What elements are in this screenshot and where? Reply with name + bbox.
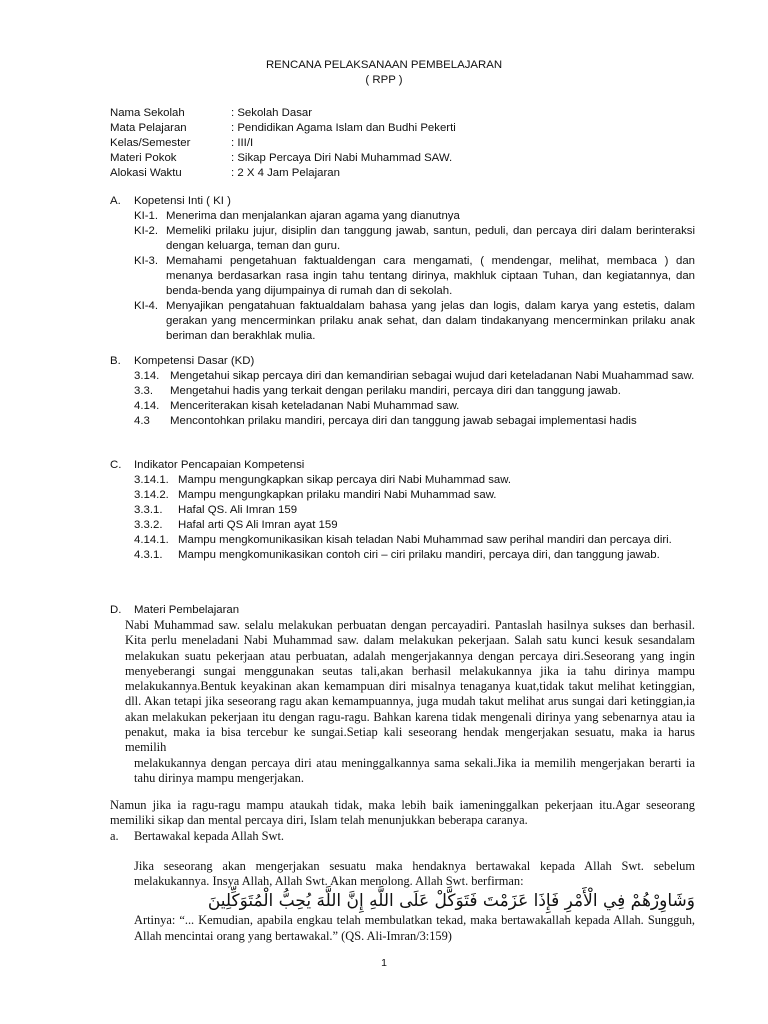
kd-item	[134, 399, 695, 414]
item-text: Menceriterakan kisah keteladanan Nabi Muhammad saw.	[170, 400, 460, 412]
section-a	[110, 194, 695, 344]
item-number: 4.14.	[134, 400, 160, 412]
item-text: Mampu mengkomunikasikan contoh ciri – ciri prilaku mandiri, percaya diri, dan tanggung jawab.	[178, 549, 660, 561]
subtitle-line: ( RPP )	[365, 74, 403, 86]
item-number: 3.3.1.	[134, 504, 163, 516]
section-heading	[110, 603, 695, 618]
item-text: Mampu mengungkapkan prilaku mandiri Nabi Muhammad saw.	[178, 489, 497, 501]
section-title: Materi Pembelajaran	[134, 604, 240, 616]
subsection-title: Bertawakal kepada Allah Swt.	[134, 828, 285, 843]
section-title: Kopetensi Inti ( KI )	[134, 195, 231, 207]
item-text: Memahami pengetahuan faktualdengan cara mengamati, ( mendengar, melihat, membaca ) dan menanya berdasarkan rasa ingin tahu tentang dirinya, makhluk ciptaan Tuhan, dan kegiatannya, dan benda-benda yang dijumpainya di rumah dan di sekolah.	[166, 255, 695, 297]
item-number: 4.14.1.	[134, 534, 169, 546]
item-text: Mengetahui hadis yang terkait dengan perilaku mandiri, percaya diri dan tanggung jawab.	[170, 385, 621, 397]
identity-row	[110, 106, 456, 121]
item-text: Mengetahui sikap percaya diri dan kemandirian sebagai wujud dari keteladanan Nabi Muahammad saw.	[170, 370, 695, 382]
identity-value: : Pendidikan Agama Islam dan Budhi Pekerti	[231, 122, 456, 134]
material-paragraph-continued: melakukannya dengan percaya diri atau meninggalkannya sama sekali.Jika ia memilih mengerjakan berarti ia tahu dirinya mampu mengerjakan.	[134, 755, 695, 785]
item-text: Menerima dan menjalankan ajaran agama yang dianutnya	[166, 210, 460, 222]
indicator-item	[134, 503, 695, 518]
indicator-item	[134, 548, 695, 563]
document-title	[0, 58, 768, 88]
ki-item	[134, 209, 695, 224]
identity-row	[110, 166, 456, 181]
arabic-verse: وَشَاوِرْهُمْ فِي الْأَمْرِ فَإِذَا عَزَمْتَ فَتَوَكَّلْ عَلَى اللَّهِ إِنَّ اللَّهَ يُحِبُّ الْمُتَوَكِّلِينَ	[207, 891, 695, 912]
item-number: 3.3.	[134, 385, 153, 397]
item-number: 3.14.	[134, 370, 160, 382]
section-b	[110, 354, 695, 429]
identity-key: Materi Pokok	[110, 152, 177, 164]
kd-item	[134, 414, 695, 429]
identity-value: : Sekolah Dasar	[231, 107, 313, 119]
section-title: Indikator Pencapaian Kompetensi	[134, 459, 305, 471]
page-number: 1	[381, 957, 387, 969]
material-paragraph-3: Jika seseorang akan mengerjakan sesuatu maka hendaknya bertawakal kepada Allah Swt. sebelum melakukannya. Insya Allah, Allah Swt. Akan menolong. Allah Swt. berfirman:	[134, 858, 695, 889]
identity-row	[110, 136, 456, 151]
section-d-continued	[110, 798, 695, 944]
item-text: Mampu mengungkapkan sikap percaya diri Nabi Muhammad saw.	[178, 474, 512, 486]
verse-translation: Artinya: “... Kemudian, apabila engkau telah membulatkan tekad, maka bertawakallah kepada Allah. Sungguh, Allah mencintai orang yang bertawakal.” (QS. Ali-Imran/3:159)	[134, 913, 695, 943]
identity-row	[110, 151, 456, 166]
identity-key: Nama Sekolah	[110, 107, 185, 119]
item-number: KI-1.	[134, 210, 159, 222]
identity-row	[110, 121, 456, 136]
identity-value: : 2 X 4 Jam Pelajaran	[231, 167, 340, 179]
identity-key: Mata Pelajaran	[110, 122, 187, 134]
indicator-item	[134, 488, 695, 503]
item-text: Memeliki prilaku jujur, disiplin dan tanggung jawab, santun, peduli, dan percaya diri dalam berinteraksi dengan keluarga, teman dan guru.	[166, 225, 695, 252]
item-number: 3.3.2.	[134, 519, 163, 531]
identity-key: Alokasi Waktu	[110, 167, 182, 179]
item-number: KI-4.	[134, 300, 159, 312]
section-letter: C.	[110, 459, 122, 471]
ki-item	[134, 299, 695, 344]
section-heading	[110, 458, 695, 473]
item-number: KI-2.	[134, 225, 159, 237]
item-number: 4.3.1.	[134, 549, 163, 561]
ki-item	[134, 224, 695, 254]
material-paragraph-2: Namun jika ia ragu-ragu mampu ataukah tidak, maka lebih baik iameninggalkan pekerjaan itu.Agar seseorang memiliki sikap dan mental percaya diri, Islam telah menunjukkan beberapa caranya.	[110, 798, 695, 828]
item-text: Hafal QS. Ali Imran 159	[178, 504, 298, 516]
section-title: Kompetensi Dasar (KD)	[134, 355, 255, 367]
subsection-heading	[110, 829, 695, 844]
indicator-item	[134, 518, 695, 533]
identity-block	[110, 106, 456, 181]
item-number: 3.14.1.	[134, 474, 169, 486]
item-number: 3.14.2.	[134, 489, 169, 501]
item-text: Hafal arti QS Ali Imran ayat 159	[178, 519, 338, 531]
material-paragraph: Nabi Muhammad saw. selalu melakukan perbuatan dengan percayadiri. Pantaslah hasilnya sukses dan berhasil. Kita perlu meneladani Nabi Muhammad saw. dalam melakukan pekerjaan. Salah satu kunci kesuk sesandalam melakukan suatu pekerjaan atau perbuatan, adalah mengerjakannya dengan percaya diri.Seseorang yang ingin menyeberangi sungai menggunakan seutas tali,akan berhasil melakukannya jika ia tahu dirinya mampu melakukannya.Bentuk keyakinan akan kemampuan diri misalnya tenaganya kuat,tidak takut melihat ketinggian, dll. Akan tetapi jika seseorang ragu akan kemampuannya, juga mudah takut melihat arus sungai dari ketinggian,ia akan melakukan pekerjaan itu dengan ragu-ragu. Bahkan karena tidak mengenali dirinya yang sebenarnya atau ia penakut, maka ia bisa tercebur ke sungai.Setiap kali seseorang hendak mengerjakan sesuatu, maka ia harus memilih	[125, 618, 695, 755]
item-number: 4.3	[134, 415, 150, 427]
kd-item	[134, 369, 695, 384]
item-text: Menyajikan pengatahuan faktualdalam bahasa yang jelas dan logis, dalam karya yang estetis, dalam gerakan yang mencerminkan prilaku anak sehat, dan dalam tindakanyang mencerminkan prilaku anak beriman dan berakhlak mulia.	[166, 300, 695, 342]
section-heading	[110, 194, 695, 209]
subsection-letter: a.	[110, 828, 119, 843]
kd-item	[134, 384, 695, 399]
section-letter: D.	[110, 604, 122, 616]
section-letter: A.	[110, 195, 121, 207]
item-text: Mampu mengkomunikasikan kisah teladan Nabi Muhammad saw perihal mandiri dan percaya diri.	[178, 534, 672, 546]
section-letter: B.	[110, 355, 121, 367]
section-heading	[110, 354, 695, 369]
section-d	[110, 603, 695, 786]
indicator-item	[134, 473, 695, 488]
identity-value: : III/I	[231, 137, 254, 149]
ki-item	[134, 254, 695, 299]
title-line: RENCANA PELAKSANAAN PEMBELAJARAN	[265, 59, 503, 71]
item-number: KI-3.	[134, 255, 159, 267]
identity-value: : Sikap Percaya Diri Nabi Muhammad SAW.	[231, 152, 453, 164]
indicator-item	[134, 533, 695, 548]
item-text: Mencontohkan prilaku mandiri, percaya diri dan tanggung jawab sebagai implementasi hadis	[170, 415, 637, 427]
section-c	[110, 458, 695, 563]
identity-key: Kelas/Semester	[110, 137, 191, 149]
